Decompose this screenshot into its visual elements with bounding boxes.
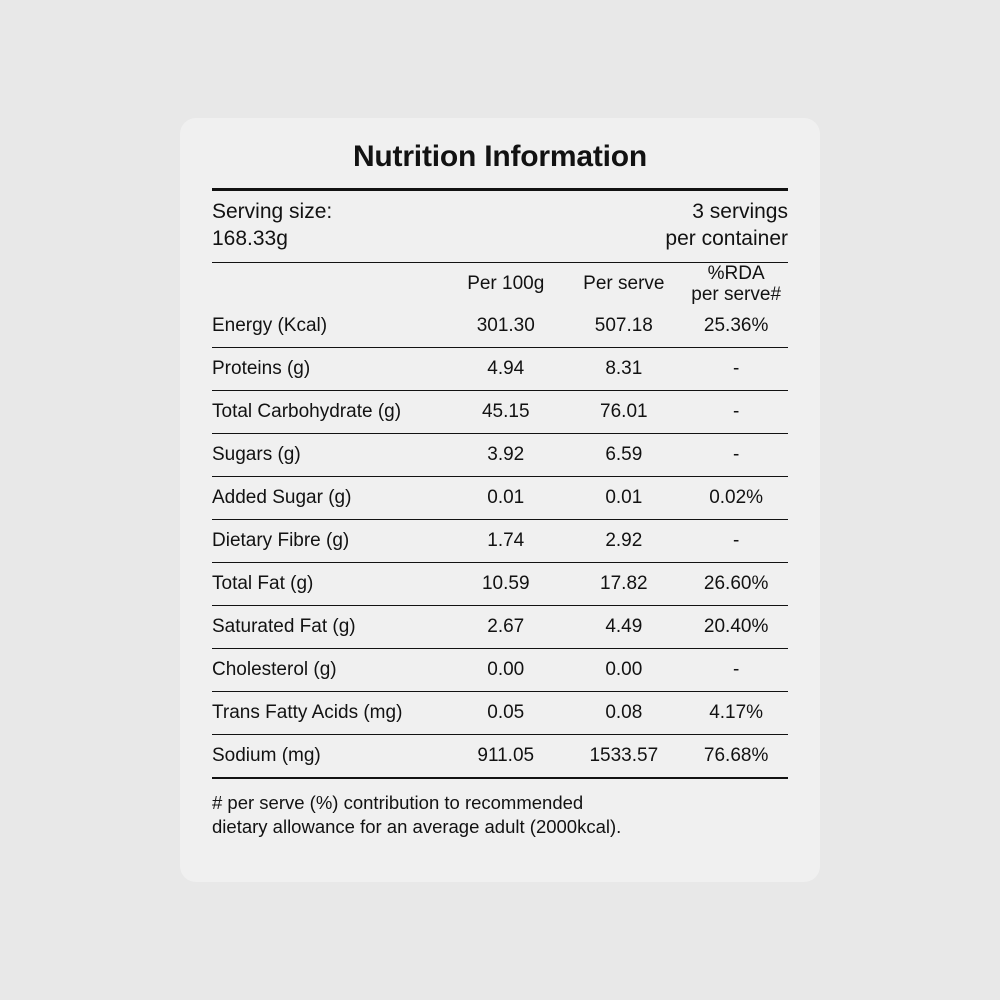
table-row — [212, 434, 788, 477]
table-row — [212, 735, 788, 779]
footnote-line-1: # per serve (%) contribution to recommended — [212, 792, 584, 814]
row-per-100g: 1.74 — [448, 520, 563, 563]
row-nutrient-name: Dietary Fibre (g) — [212, 520, 448, 563]
table-row — [212, 649, 788, 692]
serving-size-value: 168.33g — [212, 227, 288, 251]
row-nutrient-name: Cholesterol (g) — [212, 649, 448, 692]
row-per-serve: 6.59 — [563, 434, 684, 477]
row-nutrient-name: Total Carbohydrate (g) — [212, 391, 448, 434]
row-per-100g: 2.67 — [448, 606, 563, 649]
row-per-100g: 0.05 — [448, 692, 563, 735]
footnote — [212, 779, 788, 838]
serving-info — [212, 191, 788, 262]
nutrition-label — [212, 140, 788, 838]
row-nutrient-name: Proteins (g) — [212, 348, 448, 391]
row-rda: - — [684, 348, 788, 391]
table-row — [212, 520, 788, 563]
table-row — [212, 606, 788, 649]
column-header-per-serve: Per serve — [563, 262, 684, 305]
row-rda: - — [684, 391, 788, 434]
table-row — [212, 348, 788, 391]
table-body — [212, 305, 788, 778]
row-nutrient-name: Sugars (g) — [212, 434, 448, 477]
row-per-100g: 10.59 — [448, 563, 563, 606]
row-rda: 0.02% — [684, 477, 788, 520]
row-per-serve: 8.31 — [563, 348, 684, 391]
row-rda: 76.68% — [684, 735, 788, 779]
row-rda: 4.17% — [684, 692, 788, 735]
row-per-serve: 1533.57 — [563, 735, 684, 779]
row-rda: - — [684, 434, 788, 477]
table-row — [212, 692, 788, 735]
row-per-100g: 0.01 — [448, 477, 563, 520]
row-per-100g: 4.94 — [448, 348, 563, 391]
row-rda: 26.60% — [684, 563, 788, 606]
nutrition-panel — [180, 118, 820, 882]
servings-count: 3 servings — [692, 200, 788, 223]
table-header-row — [212, 262, 788, 305]
row-per-100g: 0.00 — [448, 649, 563, 692]
row-rda: - — [684, 520, 788, 563]
row-nutrient-name: Saturated Fat (g) — [212, 606, 448, 649]
row-per-serve: 0.08 — [563, 692, 684, 735]
row-per-serve: 507.18 — [563, 305, 684, 348]
row-nutrient-name: Total Fat (g) — [212, 563, 448, 606]
servings-per-container — [665, 198, 788, 253]
column-header-per-100g: Per 100g — [448, 262, 563, 305]
nutrition-table — [212, 262, 788, 780]
table-row — [212, 477, 788, 520]
footnote-line-2: dietary allowance for an average adult (2000kcal). — [212, 815, 622, 837]
serving-size — [212, 198, 332, 253]
row-per-100g: 3.92 — [448, 434, 563, 477]
row-per-serve: 0.01 — [563, 477, 684, 520]
row-per-serve: 2.92 — [563, 520, 684, 563]
row-rda: 25.36% — [684, 305, 788, 348]
row-rda: 20.40% — [684, 606, 788, 649]
row-per-serve: 4.49 — [563, 606, 684, 649]
column-header-rda-line1: %RDA — [707, 262, 765, 284]
table-row — [212, 391, 788, 434]
row-per-100g: 45.15 — [448, 391, 563, 434]
table-row — [212, 563, 788, 606]
row-per-serve: 76.01 — [563, 391, 684, 434]
serving-size-label: Serving size: — [212, 200, 333, 223]
servings-per-container-label: per container — [665, 227, 788, 251]
column-header-nutrient — [212, 262, 448, 305]
row-rda: - — [684, 649, 788, 692]
page-title: Nutrition Information — [352, 140, 648, 173]
row-nutrient-name: Added Sugar (g) — [212, 477, 448, 520]
row-nutrient-name: Trans Fatty Acids (mg) — [212, 692, 448, 735]
table-header — [212, 262, 788, 305]
table-row — [212, 305, 788, 348]
row-per-100g: 911.05 — [448, 735, 563, 779]
row-per-100g: 301.30 — [448, 305, 563, 348]
row-per-serve: 17.82 — [563, 563, 684, 606]
column-header-rda-line2: per serve# — [691, 283, 782, 305]
row-nutrient-name: Energy (Kcal) — [212, 305, 448, 348]
column-header-rda — [684, 262, 788, 305]
row-nutrient-name: Sodium (mg) — [212, 735, 448, 779]
row-per-serve: 0.00 — [563, 649, 684, 692]
